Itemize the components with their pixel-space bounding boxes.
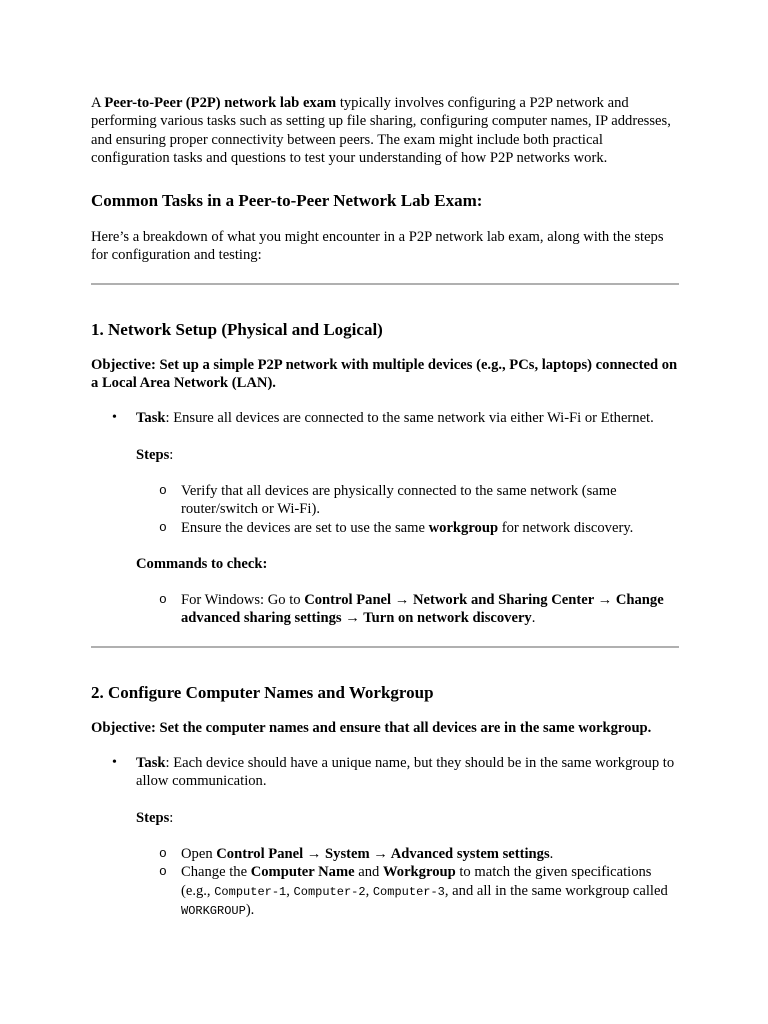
list-item [91,863,679,920]
task-bullet [91,409,679,627]
step-text-part: , [286,882,294,899]
step-bold-term: System [325,845,370,862]
task-body: : Ensure all devices are connected to the same network via either Wi-Fi or Ethernet. [165,410,654,427]
arrow-glyph: → [303,845,326,862]
section-objective: Objective: Set the computer names and ensure that all devices are in the same workgroup. [91,719,652,736]
step-bold-term: Advanced system settings [390,845,550,862]
section-network-setup [91,319,679,628]
steps-list [91,482,679,537]
list-item [91,591,679,628]
task-text [136,409,679,427]
spacer [136,537,679,555]
command-text [136,591,679,628]
step-text [136,519,679,537]
section-heading: 2. Configure Computer Names and Workgroup [91,682,434,702]
steps-label-colon: : [169,446,174,463]
task-label: Task [136,410,166,427]
step-text-part: Ensure the devices are set to use the same [181,519,429,536]
steps-list [91,845,679,920]
task-label: Task [136,755,166,772]
bullet-marker: • [112,410,117,426]
intro-rest: typically involves configuring a P2P network and performing various tasks such as setting up file sharing, configuring computer names, IP addresses, and ensuring proper connectivity between peers. The exam might include both practical configuration tasks and questions to test your understanding of how P2P networks work. [91,95,671,166]
intro-paragraph [91,94,679,167]
arrow-glyph: → [369,845,391,862]
command-bold-term: Network and Sharing Center [412,592,594,609]
section-heading: 1. Network Setup (Physical and Logical) [91,319,383,339]
code-computer-name: Computer-1 [214,884,287,899]
step-bold-term: Computer Name [250,864,355,881]
command-bold-term: Change advanced sharing settings [181,592,664,627]
step-text-part: . [549,845,554,862]
step-text-part: to match the given specifications (e.g., [181,864,652,899]
section-computer-names [91,682,679,920]
section-objective: Objective: Set up a simple P2P network with multiple devices (e.g., PCs, laptops) connected on a Local Area Network (LAN). [91,356,678,392]
sub-bullet-marker: o [159,845,167,861]
steps-label-bold: Steps [136,809,170,826]
steps-label [136,809,679,827]
step-text-part: and [354,864,383,881]
step-text-part: , and all in the same workgroup called [444,882,668,899]
sub-bullet-marker: o [159,482,167,498]
sub-bullet-marker: o [159,864,167,880]
code-computer-name: Computer-2 [293,884,366,899]
commands-list [91,591,679,628]
code-workgroup-name: WORKGROUP [181,903,246,918]
list-item [91,482,679,519]
bullet-marker: • [112,755,117,771]
command-bold-term: Control Panel [304,592,392,609]
arrow-glyph: → [341,610,364,627]
arrow-glyph: → [593,592,616,609]
lead-paragraph: Here’s a breakdown of what you might encounter in a P2P network lab exam, along with the steps for configuration and testing: [91,229,664,264]
command-text-part: . [531,610,536,627]
steps-label-bold: Steps [136,446,170,463]
step-text [136,845,679,863]
intro-bold-term: Peer-to-Peer (P2P) network lab exam [104,95,337,111]
task-bullet [91,754,679,920]
step-bold-term: workgroup [428,519,499,536]
main-heading: Common Tasks in a Peer-to-Peer Network Lab Exam: [91,191,483,211]
step-text-part: Change the [181,864,251,881]
step-text-part: , [365,882,373,899]
section-divider [91,283,679,285]
command-bold-term: Turn on network discovery [363,610,532,627]
list-item [91,845,679,863]
code-computer-name: Computer-3 [372,884,445,899]
intro-prefix: A [91,95,105,111]
step-text-part: ). [245,901,255,918]
arrow-glyph: → [391,592,413,609]
step-text [136,482,679,519]
command-text-part: For Windows: Go to [181,592,305,609]
steps-label [136,446,679,464]
commands-label [136,555,679,573]
task-text [136,754,679,791]
step-text-part: Open [181,845,217,862]
sub-bullet-marker: o [159,592,167,608]
list-item [91,519,679,537]
commands-label-bold: Commands to check: [136,555,268,572]
steps-label-colon: : [169,809,174,826]
step-text-part: for network discovery. [498,519,634,536]
step-text-part: Verify that all devices are physically connected to the same network (same router/switch or Wi-Fi). [181,482,617,518]
section-divider [91,646,679,648]
document-content [91,94,679,920]
task-body: : Each device should have a unique name, but they should be in the same workgroup to allow communication. [136,755,675,790]
sub-bullet-marker: o [159,519,167,535]
step-bold-term: Workgroup [383,864,456,881]
step-text [136,863,679,920]
step-bold-term: Control Panel [216,845,304,862]
